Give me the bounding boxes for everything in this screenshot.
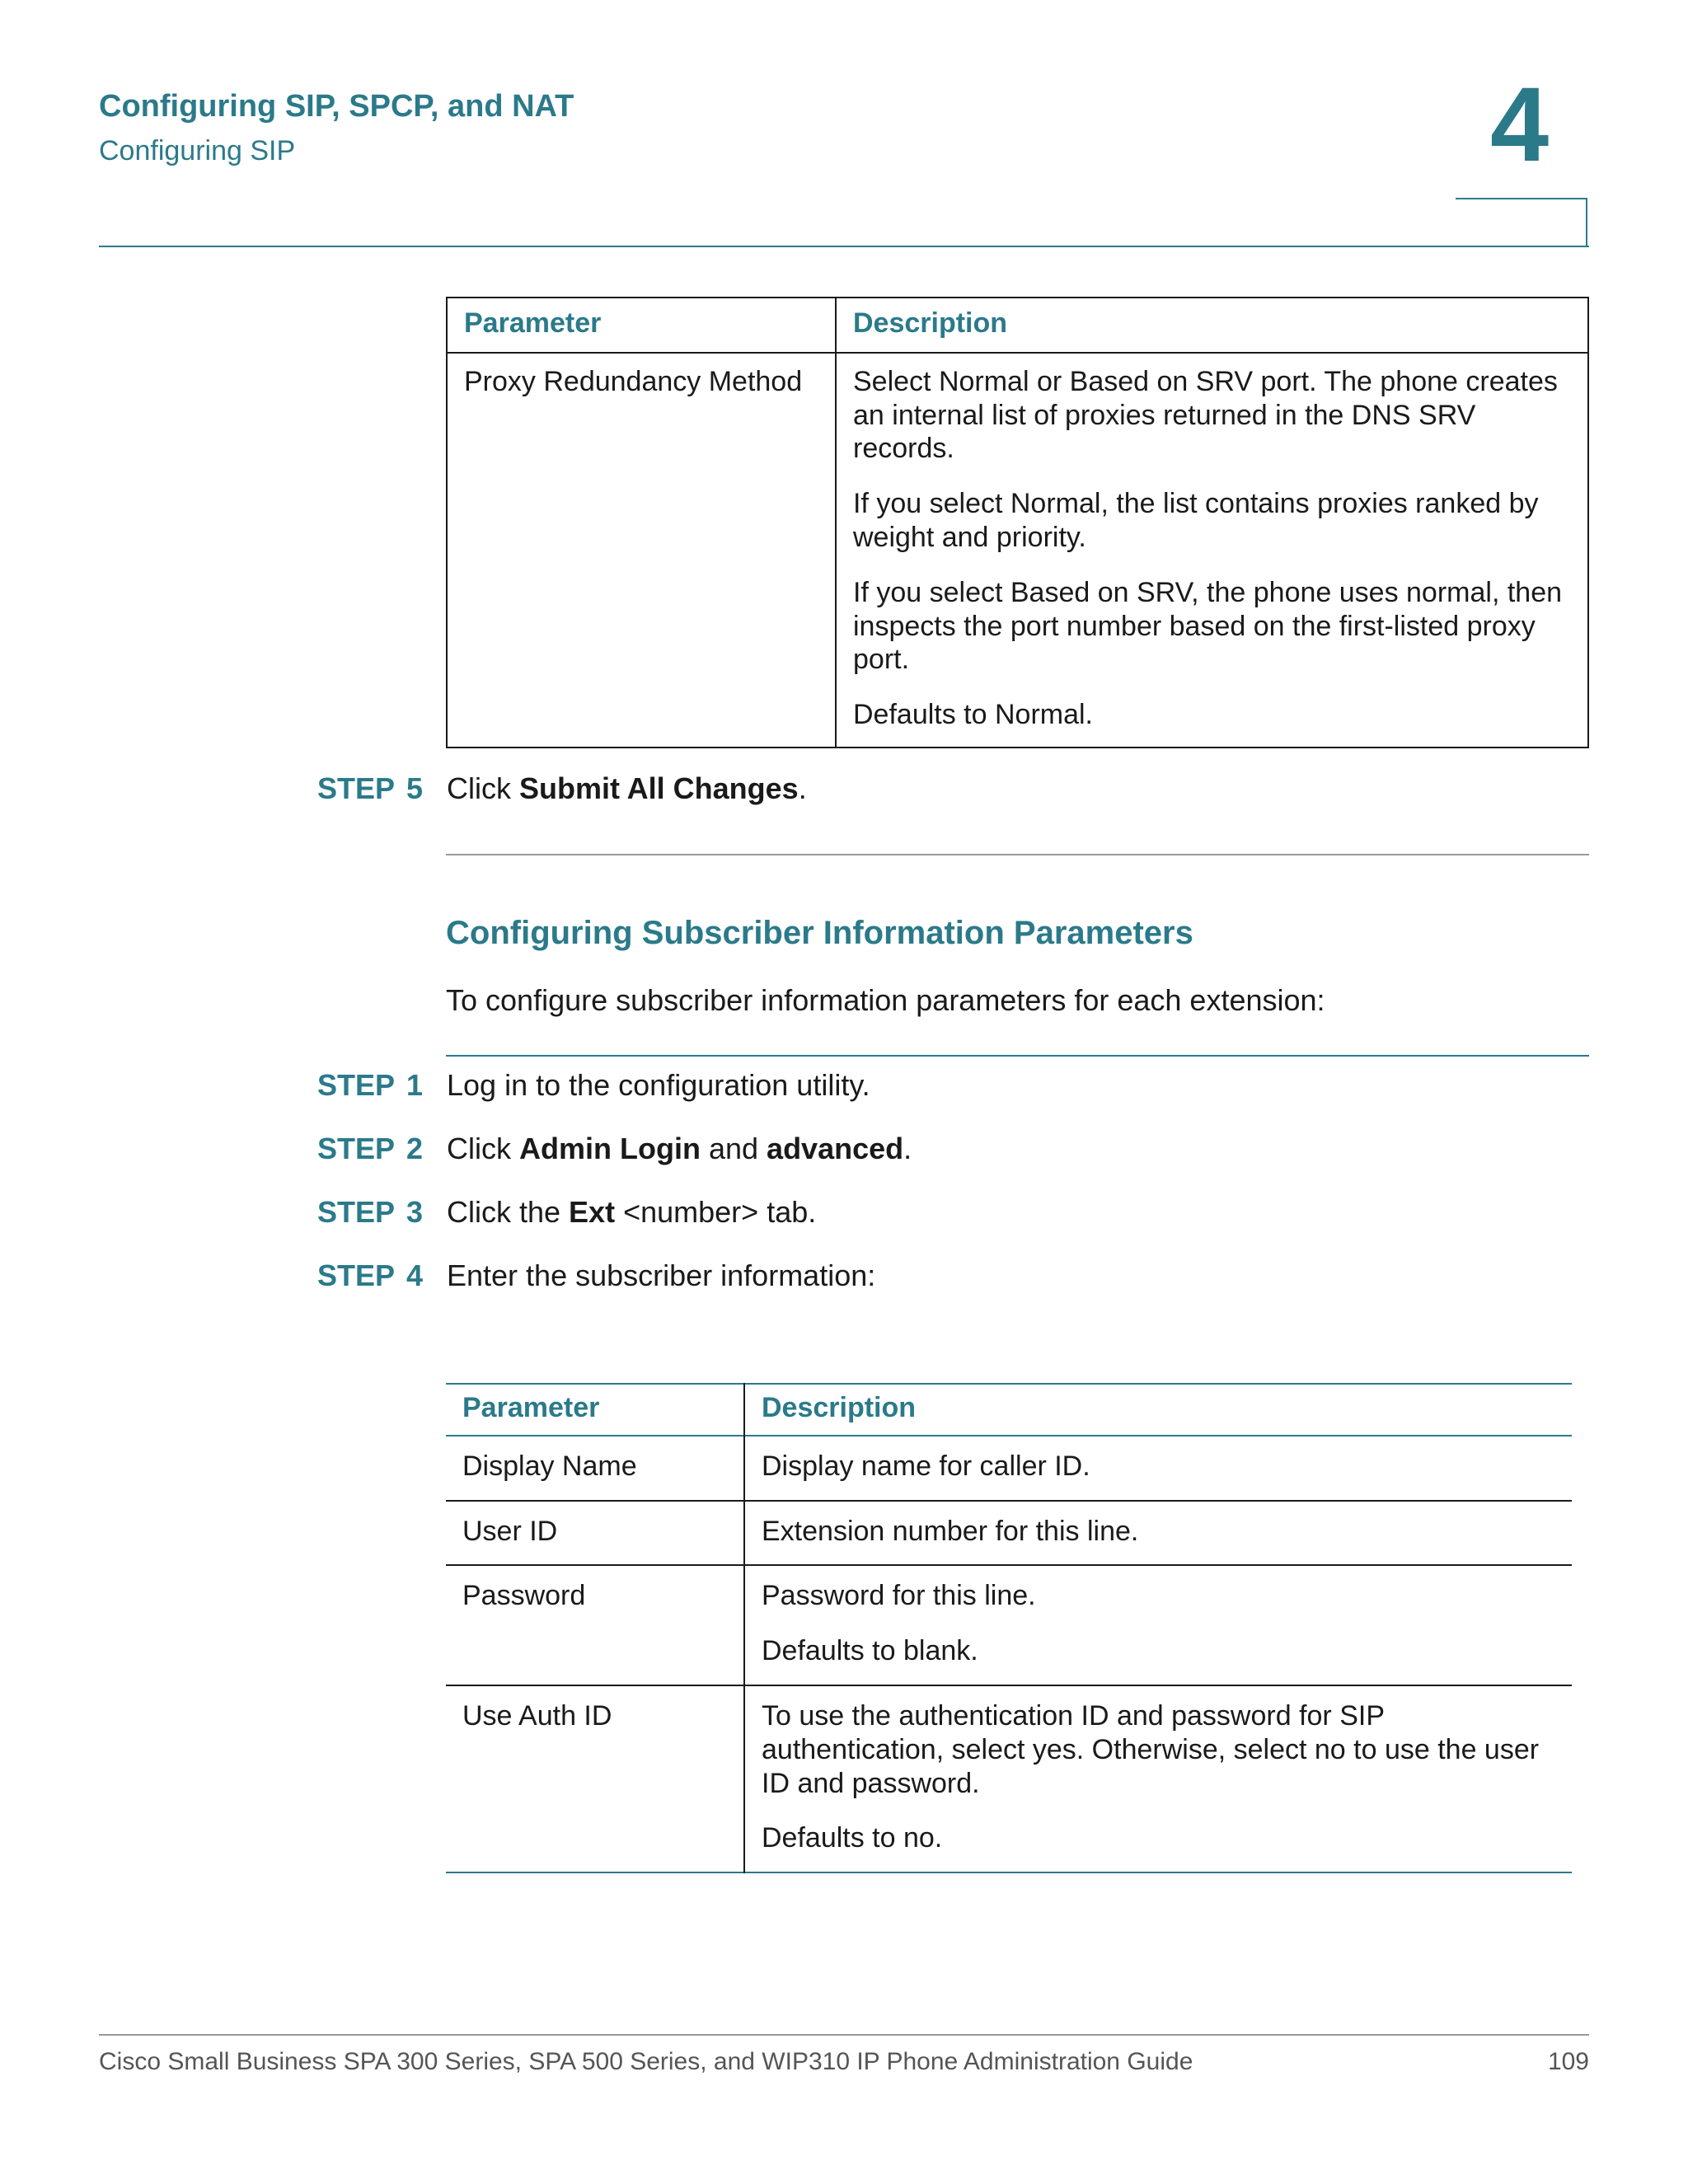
table-row (446, 1565, 1572, 1685)
description-cell (744, 1501, 1572, 1566)
steps-divider (446, 1055, 1589, 1057)
step-number: 2 (406, 1132, 424, 1165)
chapter-title: Configuring SIP, SPCP, and NAT (99, 89, 574, 124)
step-number: 5 (406, 771, 424, 805)
table-row (446, 1436, 1572, 1501)
step-word: STEP (317, 1132, 396, 1165)
footer-divider (99, 2034, 1589, 2036)
step-number: 4 (406, 1258, 424, 1292)
step-number: 1 (406, 1068, 424, 1102)
step-number: 3 (406, 1195, 424, 1229)
step-word: STEP (317, 771, 396, 805)
description-paragraph: Extension number for this line. (762, 1515, 1139, 1547)
description-paragraph: If you select Normal, the list contains proxies ranked by weight and priority. (853, 488, 1539, 553)
step-word: STEP (317, 1068, 396, 1102)
section-divider (446, 854, 1589, 855)
parameter-cell: Password (446, 1565, 744, 1685)
description-paragraph: To use the authentication ID and password for SIP authentication, select yes. Otherwise, select no to use the user ID and password. (762, 1699, 1540, 1799)
description-cell (836, 353, 1588, 748)
step-text: Enter the subscriber information: (447, 1258, 876, 1292)
description-cell (744, 1685, 1572, 1872)
step-word: STEP (317, 1195, 396, 1229)
table-row (447, 353, 1588, 748)
table-header-row (446, 1384, 1572, 1436)
step-4 (317, 1258, 875, 1293)
header-divider (99, 246, 1589, 247)
step-text: and (700, 1132, 767, 1165)
column-header-parameter: Parameter (447, 298, 836, 353)
ui-element-name: Ext (569, 1195, 616, 1229)
parameter-cell: Display Name (446, 1436, 744, 1501)
chapter-tab-box (1456, 198, 1587, 246)
step-text: Click (447, 1132, 519, 1165)
table-row (446, 1685, 1572, 1872)
description-paragraph: If you select Based on SRV, the phone uses normal, then inspects the port number based on the first-listed proxy port. (853, 576, 1563, 676)
description-paragraph: Display name for caller ID. (762, 1450, 1090, 1482)
table-row (446, 1501, 1572, 1566)
step-text: . (798, 771, 807, 805)
description-cell (744, 1436, 1572, 1501)
step-label (317, 1132, 447, 1166)
step-text: Click (447, 771, 519, 805)
footer-guide-title: Cisco Small Business SPA 300 Series, SPA 500 Series, and WIP310 IP Phone Administration Guide (99, 2048, 1193, 2075)
column-header-parameter: Parameter (446, 1384, 744, 1436)
column-header-description: Description (836, 298, 1588, 353)
description-paragraph: Defaults to Normal. (853, 699, 1093, 731)
step-label (317, 1068, 447, 1103)
subscriber-info-table (446, 1383, 1572, 1873)
description-paragraph: Defaults to no. (762, 1822, 943, 1854)
description-cell (744, 1565, 1572, 1685)
section-intro: To configure subscriber information parameters for each extension: (446, 983, 1325, 1017)
step-1 (317, 1068, 870, 1103)
parameter-cell: Proxy Redundancy Method (447, 353, 836, 748)
step-text: Click the (447, 1195, 570, 1229)
ui-element-name: Submit All Changes (519, 771, 799, 805)
step-label (317, 1195, 447, 1230)
description-paragraph: Defaults to blank. (762, 1635, 978, 1667)
step-label (317, 1258, 447, 1293)
step-word: STEP (317, 1258, 396, 1292)
description-paragraph: Password for this line. (762, 1580, 1036, 1612)
proxy-redundancy-table (446, 297, 1589, 748)
step-2 (317, 1132, 912, 1166)
step-text: Log in to the configuration utility. (447, 1068, 870, 1102)
step-label (317, 771, 447, 806)
description-paragraph: Select Normal or Based on SRV port. The phone creates an internal list of proxies returned in the DNS SRV records. (853, 365, 1558, 465)
table-header-row (447, 298, 1588, 353)
ui-element-name: advanced (767, 1132, 904, 1165)
section-subtitle: Configuring SIP (99, 135, 296, 166)
step-5 (317, 771, 807, 806)
step-3 (317, 1195, 816, 1230)
ui-element-name: Admin Login (519, 1132, 701, 1165)
section-heading: Configuring Subscriber Information Parameters (446, 915, 1193, 951)
parameter-cell: User ID (446, 1501, 744, 1566)
step-text: <number> tab. (615, 1195, 817, 1229)
parameter-cell: Use Auth ID (446, 1685, 744, 1872)
page-number: 109 (1547, 2048, 1589, 2075)
chapter-number: 4 (1490, 66, 1550, 184)
step-text: . (903, 1132, 912, 1165)
column-header-description: Description (762, 1392, 917, 1423)
